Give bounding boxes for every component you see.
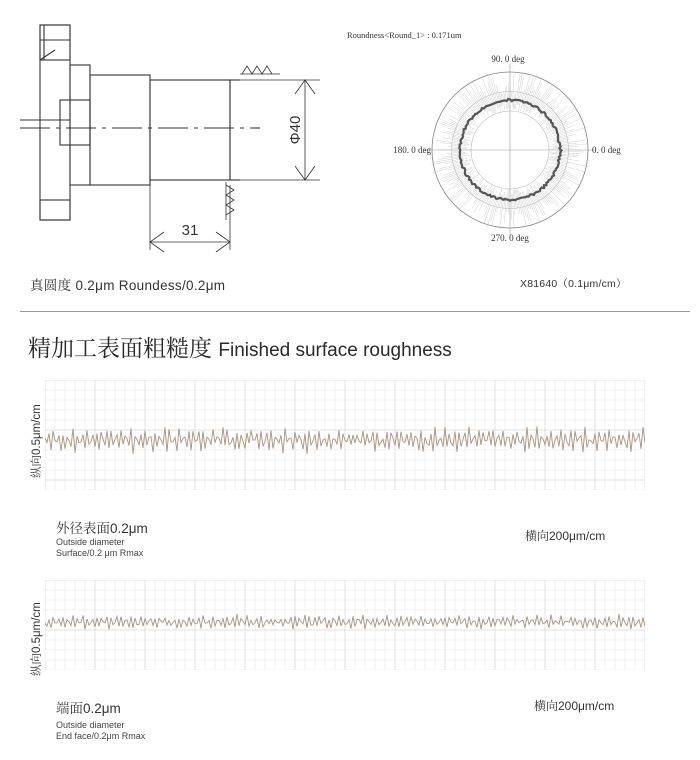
trace1-caption-cn: 外径表面0.2μm — [56, 521, 148, 536]
diameter-label: Φ40 — [287, 115, 304, 145]
roundness-polar-plot — [345, 20, 690, 250]
shaft-body — [150, 80, 230, 180]
trace2-vertical-scale: 纵向0.5μm/cm — [31, 602, 43, 676]
roundness-caption: 真圆度 0.2μm Roundess/0.2μm — [30, 278, 226, 293]
trace2-caption-cn: 端面0.2μm — [56, 701, 121, 716]
hub-outline — [70, 65, 90, 185]
shaft-drawing — [20, 10, 340, 260]
section-divider — [20, 311, 690, 312]
roughness-trace-end-face — [45, 580, 645, 670]
length-label: 31 — [181, 222, 199, 239]
roundness-title: Roundness<Round_1> : 0.171um — [347, 30, 462, 40]
trace1-horizontal-scale: 横向200μm/cm — [525, 529, 606, 543]
angle-270-label: 270. 0 deg — [491, 233, 529, 243]
angle-90-label: 90. 0 deg — [491, 54, 525, 64]
trace2-horizontal-scale: 横向200μm/cm — [534, 699, 615, 713]
trace1-grid — [45, 380, 645, 490]
trace2-caption-en-2: End face/0.2μm Rmax — [56, 731, 146, 741]
section-title-cn: 精加工表面粗糙度 — [28, 335, 212, 361]
trace1-caption-en-2: Surface/0.2 μm Rmax — [56, 548, 144, 558]
trace1-caption-en-1: Outside diameter — [56, 537, 125, 547]
roundness-scale: X81640（0.1μm/cm） — [520, 278, 627, 290]
roughness-trace-outside-diameter — [45, 380, 645, 490]
angle-0-label: 0. 0 deg — [592, 145, 621, 155]
angle-180-label: 180. 0 deg — [393, 145, 431, 155]
trace2-grid — [45, 580, 645, 670]
section-title-en: Finished surface roughness — [218, 340, 452, 361]
trace1-vertical-scale: 纵向0.5μm/cm — [31, 404, 43, 478]
section-heading — [28, 330, 452, 363]
trace2-caption-en-1: Outside diameter — [56, 720, 125, 730]
shaft-step — [90, 75, 150, 185]
